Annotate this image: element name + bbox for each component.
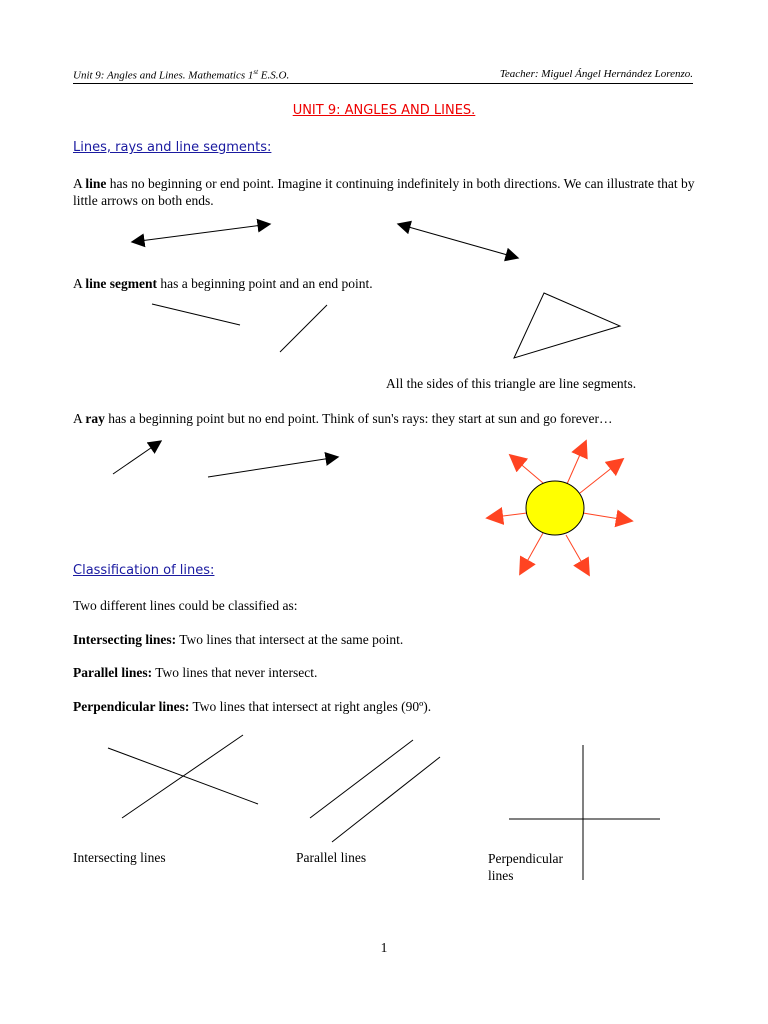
sun-ray-2 xyxy=(567,441,586,484)
header-right: Teacher: Miguel Ángel Hernández Lorenzo. xyxy=(499,68,693,80)
sun-ray-5 xyxy=(566,535,589,575)
ray-definition: A ray has a beginning point but no end point. Think of sun's rays: they start at sun and go forever… xyxy=(73,411,613,426)
intersecting-definition: Intersecting lines: Two lines that intersect at the same point. xyxy=(73,632,404,647)
classify-intro: Two different lines could be classified as: xyxy=(73,598,298,613)
caption-perpendicular: Perpendicular lines xyxy=(488,851,563,883)
sun-ray-4 xyxy=(583,513,632,521)
parallel-lines-figure xyxy=(310,740,440,842)
line-example-1 xyxy=(132,224,270,242)
line-example-2 xyxy=(398,224,518,258)
sun-ray-7 xyxy=(487,513,527,518)
ray-example-2 xyxy=(208,457,338,477)
sun-ray-6 xyxy=(520,533,543,574)
header-left: Unit 9: Angles and Lines. Mathematics 1st E.S.O. xyxy=(73,68,290,82)
line-definition: A line has no beginning or end point. Imagine it continuing indefinitely in both directions. We can illustrate that by little arrows on both ends. xyxy=(73,176,695,208)
perpendicular-definition: Perpendicular lines: Two lines that intersect at right angles (90º). xyxy=(73,699,432,714)
triangle xyxy=(514,293,620,358)
section-title-classification: Classification of lines: xyxy=(73,563,215,578)
ray-example-1 xyxy=(113,441,161,474)
page-number: 1 xyxy=(380,940,388,955)
perpendicular-lines-figure xyxy=(509,745,660,880)
sun-icon xyxy=(526,481,584,535)
sun-drawing xyxy=(487,441,632,575)
triangle-caption: All the sides of this triangle are line segments. xyxy=(386,376,637,391)
section-title-lines: Lines, rays and line segments: xyxy=(73,140,272,155)
caption-intersecting: Intersecting lines xyxy=(73,850,166,865)
intersecting-lines-figure xyxy=(108,735,258,818)
sun-ray-3 xyxy=(580,459,623,493)
parallel-definition: Parallel lines: Two lines that never intersect. xyxy=(73,665,318,680)
segment-example-2 xyxy=(280,305,327,352)
page-title: UNIT 9: ANGLES AND LINES. xyxy=(292,103,476,118)
segment-example-1 xyxy=(152,304,240,325)
sun-ray-1 xyxy=(510,455,543,483)
segment-definition: A line segment has a beginning point and an end point. xyxy=(73,276,373,291)
caption-parallel: Parallel lines xyxy=(296,850,367,865)
